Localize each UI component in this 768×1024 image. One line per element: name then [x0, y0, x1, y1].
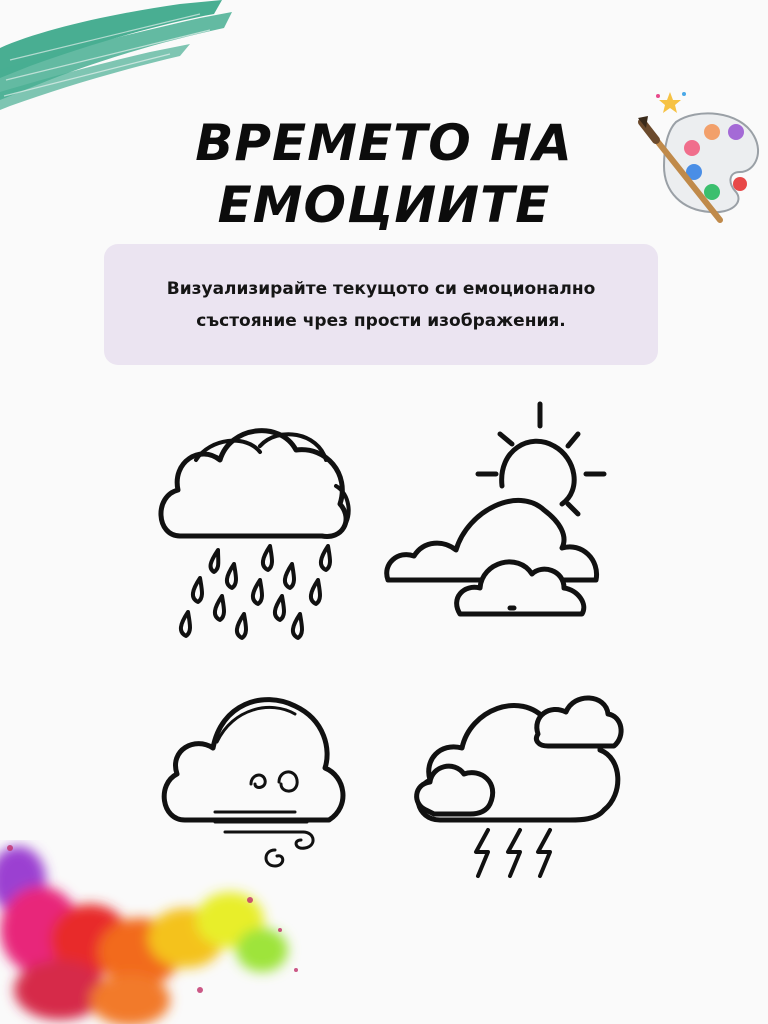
subtitle-line-2: състояние чрез прости изображения.: [196, 310, 566, 331]
subtitle-line-1: Визуализирайте текущото си емоционално: [166, 278, 596, 299]
teal-brush-stroke-decoration: [0, 0, 240, 120]
wind-cloud-icon: [155, 684, 355, 874]
title-line-1: ВРЕМЕТО НА: [195, 114, 573, 172]
thunderstorm-clouds-icon: [410, 680, 628, 890]
title-line-2: ЕМОЦИИТЕ: [217, 176, 551, 234]
sun-behind-clouds-icon: [378, 400, 610, 622]
page-title: [0, 112, 768, 236]
rain-cloud-icon: [150, 416, 360, 646]
subtitle: [167, 273, 596, 337]
subtitle-box: [104, 244, 658, 365]
